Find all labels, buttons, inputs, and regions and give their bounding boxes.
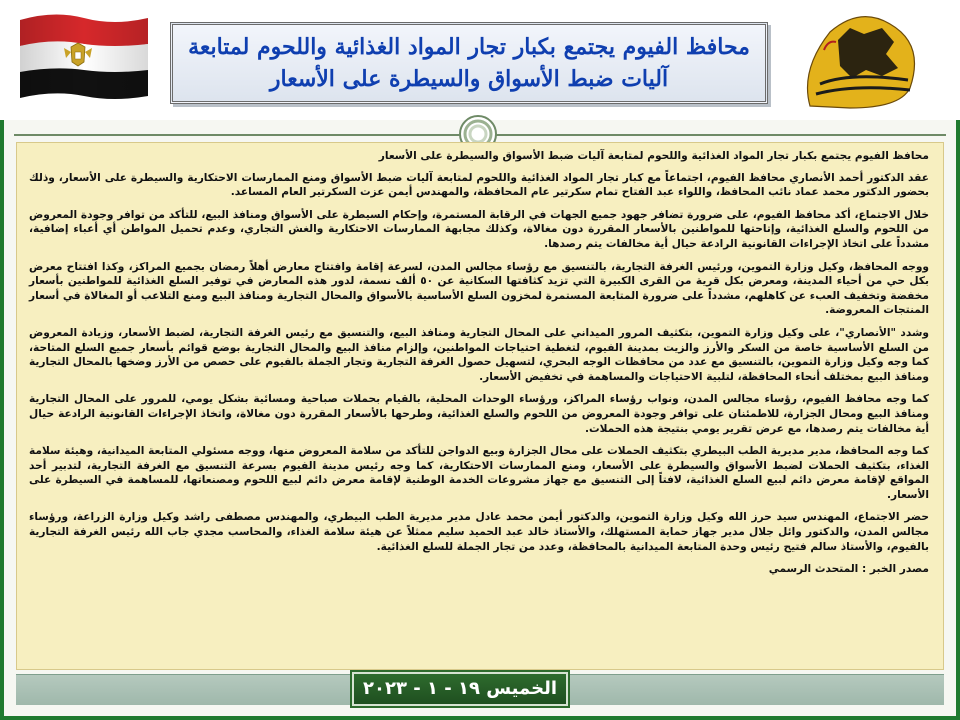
page-title: محافظ الفيوم يجتمع بكبار تجار المواد الغذائية واللحوم لمتابعة آليات ضبط الأسواق والسيطرة على الأسعار <box>188 34 750 92</box>
egypt-flag-icon <box>14 10 149 102</box>
title-box <box>170 22 768 104</box>
source-line: مصدر الخبر : المتحدث الرسمي <box>768 563 929 576</box>
fayoum-logo-icon <box>790 10 940 110</box>
date-text: الخميس ١٩ - ١ - ٢٠٢٣ <box>363 678 557 699</box>
paragraph: كما وجه محافظ الفيوم، رؤساء مجالس المدن، ونواب رؤساء المراكز، ورؤساء الوحدات المحلية، بالقيام بحملات صباحية ومسائية بشكل يومي، للمرور على المحال التجارية ومنافذ البيع ومحال الجزارة، للاطمئنان على توافر وجودة المعروض من اللحوم والسلع الغذائية، وطرحها بالأسعار المقررة دون مغالاة، واتخاذ الإجراءات القانونية الرادعة حيال أية مخالفات يتم رصدها، مع عرض تقرير يومي بنتيجة هذه الحملات. <box>29 393 929 435</box>
paragraph: خلال الاجتماع، أكد محافظ الفيوم، على ضرورة تضافر جهود جميع الجهات في الرقابة المستمرة، وإحكام السيطرة على الأسواق ومنافذ البيع، للتأكد من توافر وجودة المعروض من اللحوم والسلع الغذائية، وإتاحتها للمواطنين بالأسعار المقررة دون مغالاة، وكذلك مجابهة الممارسات الاحتكارية والغش التجاري، وعدم تحميل المواطن أي أعباء إضافية، مشدداً على اتخاذ الإجراءات القانونية الرادعة حيال أية مخالفات يتم رصدها. <box>29 208 929 250</box>
paragraph: عقد الدكتور أحمد الأنصاري محافظ الفيوم، اجتماعاً مع كبار تجار المواد الغذائية واللحوم لمتابعة آليات ضبط الأسواق ومنع الممارسات الاحتكارية والسيطرة على الأسعار، وذلك بحضور الدكتور محمد عماد نائب المحافظ، واللواء عبد الفتاح تمام سكرتير عام المحافظة، والمهندس أيمن عزت السكرتير العام المساعد. <box>29 171 929 199</box>
header <box>0 0 960 120</box>
date-badge <box>352 672 568 706</box>
paragraph: حضر الاجتماع، المهندس سيد حرز الله وكيل وزارة التموين، والدكتور أيمن محمد عادل مدير مديرية الطب البيطري، والمهندس مصطفى راشد وكيل وزارة الزراعة، ورؤساء مجالس المدن، والدكتور وائل جلال مدير جهاز حماية المستهلك، والأستاذ خالد عبد الحميد سليم ممثلاً عن هيئة سلامة الغذاء، والمحاسب مجدي جاب الله رئيس الغرفة التجارية بالفيوم، والأستاذ سالم فتيح رئيس وحدة المتابعة الميدانية بالمحافظة، وعدد من تجار الجملة للسلع الغذائية. <box>29 511 929 553</box>
fayoum-logo <box>790 10 940 110</box>
article-body <box>16 142 944 670</box>
paragraph: ووجه المحافظ، وكيل وزارة التموين، ورئيس الغرفة التجارية، بالتنسيق مع رؤساء مجالس المدن، لسرعة إقامة وافتتاح معارض أهلاً رمضان بجميع المراكز، وكذا افتتاح معرض بكل حي من أحياء المدينة، ومعرض بكل قرية من القرى الكبيرة التي تزيد كثافتها السكانية عن ٥٠ ألف نسمة، لدور هذه المعارض في توفير السلع الغذائية للمواطنين بأسعار مخفضة وتخفيف العبء عن كاهلهم، مشدداً على ضرورة المتابعة المستمرة لمخزون السلع الأساسية بالأسواق والمحال التجارية ومنافذ البيع ومنع التلاعب أو المغالاة في أسعار المنتجات المعروضة. <box>29 260 930 317</box>
paragraph: وشدد "الأنصاري"، على وكيل وزارة التموين، بتكثيف المرور الميداني على المحال التجارية ومنافذ البيع، والتنسيق مع رئيس الغرفة التجارية، لضبط الأسعار، وزيادة المعروض من السلع الأساسية خاصة من السكر والأرز والزيت بمدينة الفيوم، لتغطية احتياجات المواطنين، وإلزام منافذ البيع والمحال التجارية بوضع قوائم بأسعار جميع السلع المتاحة، كما وجه وكيل وزارة التموين، بالتنسيق مع عدد من محافظات الوجه البحري، لتسهيل حصول الغرفة التجارية وتجار الجملة بالفيوم على حصص من الأرز وضخها بالمحال التجارية ومنافذ البيع بمختلف أنحاء المحافظة، لتلبية الاحتياجات والمساهمة في تخفيض الأسعار. <box>29 326 929 383</box>
paragraph: محافظ الفيوم يجتمع بكبار تجار المواد الغذائية واللحوم لمتابعة آليات ضبط الأسواق والسيطرة على الأسعار <box>378 150 929 162</box>
paragraph: كما وجه المحافظ، مدير مديرية الطب البيطري بتكثيف الحملات على محال الجزارة وبيع الدواجن للتأكد من سلامة المعروض منها، ووجه مسئولي المتابعة الميدانية، وهيئة سلامة الغذاء، بتكثيف الحملات لضبط الأسواق والسيطرة على الأسعار، ومنع الممارسات الاحتكارية، كما وجه رئيس مدينة الفيوم بسرعة التنسيق مع الغرفة التجارية، لتدبير أحد المواقع لإقامة معرض دائم لبيع السلع الغذائية، لافتاً إلى التنسيق مع جهاز مشروعات الخدمة الوطنية لإقامة معرض دائم لبيع اللحوم ومصنعاتها، للمساهمة في السيطرة على الأسعار. <box>29 445 929 501</box>
